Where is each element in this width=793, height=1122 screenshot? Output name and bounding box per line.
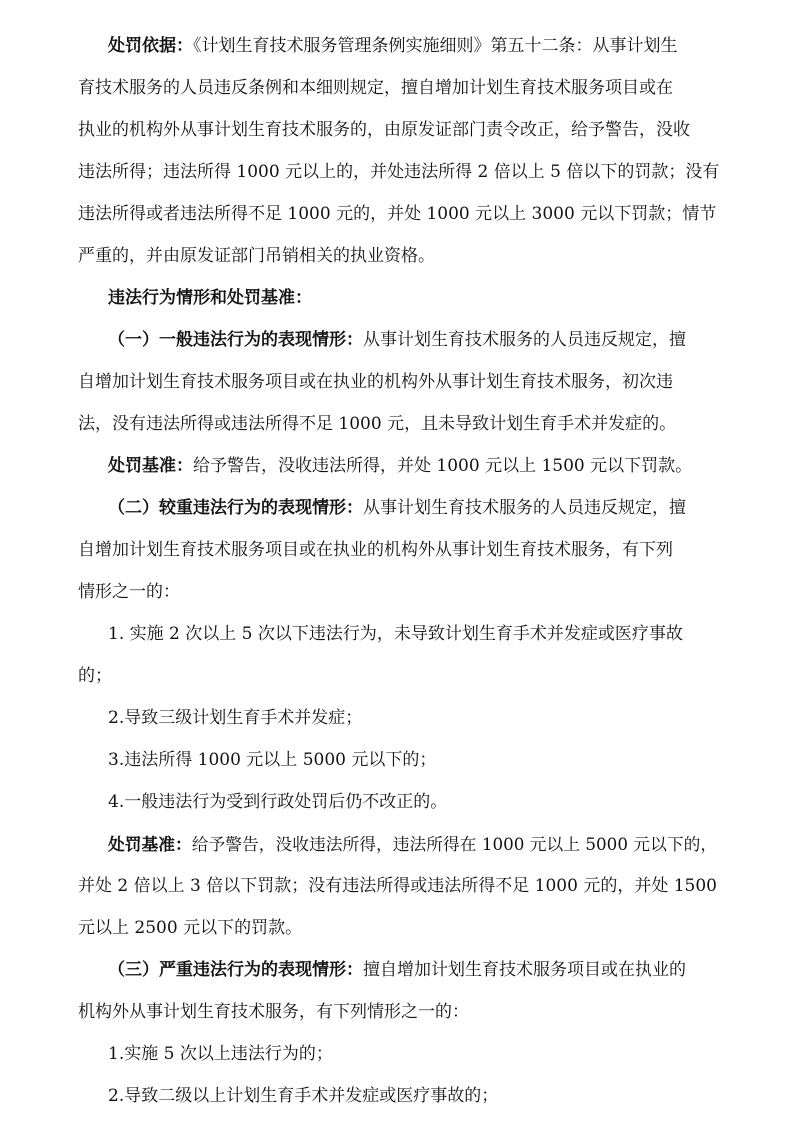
bold-lead: （一）一般违法行为的表现情形： [108, 330, 363, 350]
paragraph-line [78, 908, 793, 948]
paragraph-line [108, 488, 793, 528]
bold-lead: （二）较重违法行为的表现情形： [108, 498, 363, 518]
paragraph-line [78, 152, 793, 192]
bold-lead: 违法行为情形和处罚基准： [108, 288, 312, 308]
paragraph-line [108, 446, 793, 486]
bold-lead: 处罚基准： [108, 834, 192, 854]
line-text: 自增加计划生育技术服务项目或在执业的机构外从事计划生育技术服务，初次违 [78, 372, 673, 392]
paragraph-line [108, 824, 793, 864]
line-text: 《计划生育技术服务管理条例实施细则》第五十二条：从事计划生 [193, 36, 678, 56]
line-text: 机构外从事计划生育技术服务，有下列情形之一的： [78, 1002, 469, 1022]
bold-lead: （三）严重违法行为的表现情形： [108, 960, 363, 980]
line-text: 4.一般违法行为受到行政处罚后仍不改正的。 [108, 792, 448, 812]
paragraph-line [78, 194, 793, 234]
line-text: 违法所得；违法所得 1000 元以上的，并处违法所得 2 倍以上 5 倍以下的罚款；没有 [78, 162, 720, 182]
line-text: 1. 实施 2 次以上 5 次以下违法行为，未导致计划生育手术并发症或医疗事故 [108, 624, 683, 644]
list-item [108, 740, 793, 780]
line-text: 违法所得或者违法所得不足 1000 元的，并处 1000 元以上 3000 元以下罚款；情节 [78, 204, 717, 224]
line-text: 情形之一的： [78, 582, 180, 602]
line-text: 法，没有违法所得或违法所得不足 1000 元，且未导致计划生育手术并发症的。 [78, 414, 677, 434]
paragraph-line [78, 404, 793, 444]
list-item [108, 698, 793, 738]
line-text: 的； [78, 666, 112, 686]
line-text: 3.违法所得 1000 元以上 5000 元以下的； [108, 750, 437, 770]
line-text: 2.导致二级以上计划生育手术并发症或医疗事故的； [108, 1086, 499, 1106]
line-text: 从事计划生育技术服务的人员违反规定，擅 [363, 498, 686, 518]
section-heading [108, 278, 793, 318]
line-text: 元以上 2500 元以下的罚款。 [78, 918, 303, 938]
paragraph-line [108, 320, 793, 360]
line-text: 给予警告，没收违法所得，并处 1000 元以上 1500 元以下罚款。 [193, 456, 693, 476]
line-text: 给予警告，没收违法所得，违法所得在 1000 元以上 5000 元以下的， [191, 834, 718, 854]
line-text: 育技术服务的人员违反条例和本细则规定，擅自增加计划生育技术服务项目或在 [78, 78, 673, 98]
paragraph-line [108, 26, 793, 66]
paragraph-line [78, 530, 793, 570]
list-item [108, 782, 793, 822]
paragraph-line [78, 866, 793, 906]
paragraph-line [108, 950, 793, 990]
line-text: 从事计划生育技术服务的人员违反规定，擅 [363, 330, 686, 350]
paragraph-line [78, 992, 793, 1032]
bold-lead: 处罚依据： [108, 36, 193, 56]
paragraph-line [78, 68, 793, 108]
paragraph-line [78, 362, 793, 402]
bold-lead: 处罚基准： [108, 456, 193, 476]
list-item-continuation [78, 656, 793, 696]
list-item [108, 1034, 793, 1074]
paragraph-line [78, 572, 793, 612]
line-text: 执业的机构外从事计划生育技术服务的，由原发证部门责令改正，给予警告，没收 [78, 120, 690, 140]
line-text: 自增加计划生育技术服务项目或在执业的机构外从事计划生育技术服务，有下列 [78, 540, 673, 560]
line-text: 1.实施 5 次以上违法行为的； [108, 1044, 333, 1064]
line-text: 2.导致三级计划生育手术并发症； [108, 708, 363, 728]
line-text: 并处 2 倍以上 3 倍以下罚款；没有违法所得或违法所得不足 1000 元的，并处 1500 [78, 876, 717, 896]
list-item [108, 1076, 793, 1116]
paragraph-line [78, 236, 793, 276]
line-text: 严重的，并由原发证部门吊销相关的执业资格。 [78, 246, 435, 266]
paragraph-line [78, 110, 793, 150]
line-text: 擅自增加计划生育技术服务项目或在执业的 [363, 960, 686, 980]
list-item [108, 614, 793, 654]
